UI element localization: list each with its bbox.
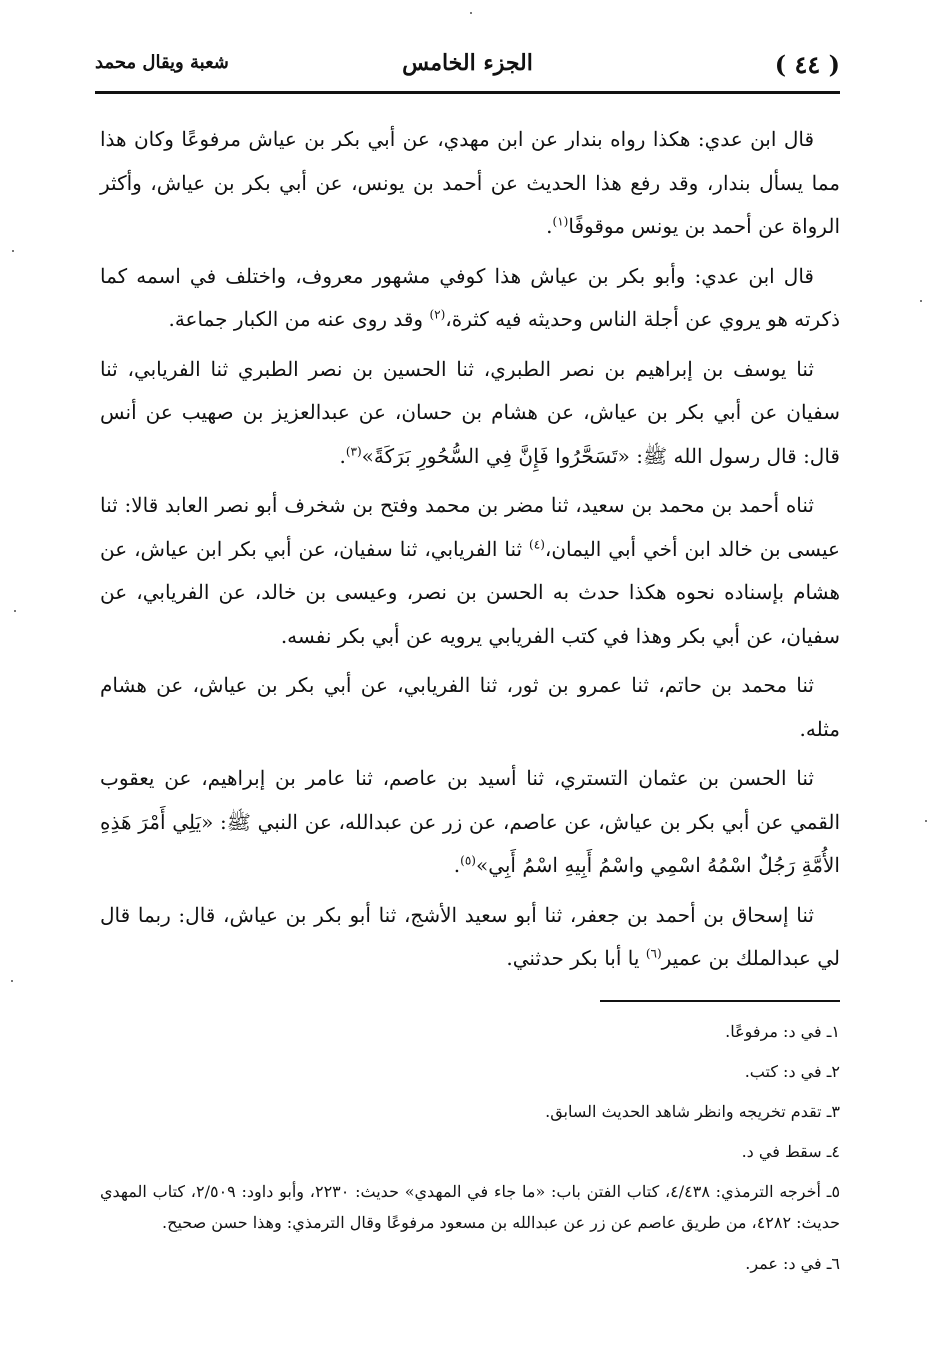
- paragraph-tail: ثنا الفريابي، ثنا سفيان، عن أبي بكر ابن عياش، عن هشام بإسناده نحوه هكذا حدث به الحسن بن نصر، وعيسى بن خالد، عن الفريابي، عن سفيان، عن أبي بكر وهذا في كتب الفريابي يرويه عن أبي بكر نفسه.: [100, 536, 840, 648]
- footnote: ١ـ في د: مرفوعًا.: [725, 1022, 840, 1041]
- footnote-separator: [600, 1000, 840, 1002]
- scan-speck: [925, 820, 927, 822]
- paragraph-tail: .: [453, 853, 461, 877]
- paragraph: [100, 757, 840, 888]
- paragraph: [100, 348, 840, 479]
- footnote-ref: (٥): [460, 853, 476, 868]
- page-number: ( ٤٤ ): [774, 50, 840, 79]
- paragraph-tail: يا أبا بكر حدثني.: [506, 946, 646, 970]
- footnote-ref: (٤): [529, 536, 545, 551]
- footnotes: [100, 1016, 840, 1288]
- scan-speck: [14, 610, 16, 612]
- footnote-ref: (٦): [645, 946, 662, 961]
- paragraph-text: ثنا الحسن بن عثمان التستري، ثنا أسيد بن عاصم، ثنا عامر بن إبراهيم، عن يعقوب القمي عن أبي بكر بن عياش، عن عاصم، عن زر عن عبدالله، عن النبي ﷺ: «يَلِي أَمْرَ هَذِهِ الأُمَّةِ رَجُلٌ اسْمُهُ اسْمِي واسْمُ أَبِيهِ اسْمُ أَبِي»: [100, 766, 840, 877]
- paragraph: [100, 664, 840, 751]
- page-header: [95, 44, 840, 88]
- footnote: ٤ـ سقط في د.: [741, 1142, 840, 1161]
- scan-speck: [470, 12, 472, 14]
- paragraph-tail: .: [339, 443, 346, 468]
- paragraph-tail: وقد روى عنه من الكبار جماعة.: [168, 307, 430, 331]
- footnote: ٥ـ أخرجه الترمذي: ٤/٤٣٨، كتاب الفتن باب: «ما جاء في المهدي» حديث: ٢٢٣٠، وأبو داود: ٢/٥٠٩، كتاب المهدي حديث: ٤٢٨٢، من طريق عاصم عن زر عن عبدالله بن مسعود مرفوعًا وقال الترمذي: وهذا حسن صحيح.: [100, 1182, 841, 1232]
- paragraph-text: ثناه أحمد بن محمد بن سعيد، ثنا مضر بن محمد وفتح بن شخرف أبو نصر العابد قالا: ثنا عيسى بن خالد ابن أخي أبي اليمان،: [100, 493, 840, 561]
- paragraph: [100, 118, 840, 249]
- running-title: شعبة ويقال محمد: [95, 52, 229, 73]
- paragraph-text: قال ابن عدي: هكذا رواه بندار عن ابن مهدي، عن أبي بكر بن عياش مرفوعًا وكان هذا مما يسأل بندار، وقد رفع هذا الحديث عن أحمد بن يونس، عن أبي بكر بن عياش، وأكثر الرواة عن أحمد بن يونس موقوفًا: [100, 127, 840, 238]
- paragraph: [100, 255, 840, 342]
- scan-speck: [11, 980, 13, 982]
- footnote: ٦ـ في د: عمر.: [745, 1254, 840, 1273]
- footnote: ٢ـ في د: كتب.: [744, 1062, 840, 1081]
- paragraph-text: ثنا إسحاق بن أحمد بن جعفر، ثنا أبو سعيد الأشج، ثنا أبو بكر بن عياش، قال: ربما قال لي عبدالملك بن عمير: [100, 902, 840, 970]
- footnote-ref: (١): [552, 214, 569, 229]
- paragraph-text: ثنا محمد بن حاتم، ثنا عمرو بن ثور، ثنا الفريابي، عن أبي بكر بن عياش، عن هشام مثله.: [100, 673, 840, 741]
- header-rule: [95, 91, 840, 94]
- main-text: [100, 118, 840, 987]
- footnote-ref: (٢): [429, 307, 446, 322]
- paragraph-text: ثنا يوسف بن إبراهيم بن نصر الطبري، ثنا الحسين بن نصر الطبري ثنا الفريابي، ثنا سفيان عن أبي بكر بن عياش، عن هشام بن حسان، عن عبدالعزيز بن صهيب عن أنس قال: قال رسول الله ﷺ: «تَسَحَّرُوا فَإِنَّ فِي السُّحُورِ بَرَكَةً»: [100, 356, 840, 468]
- paragraph: [100, 484, 840, 658]
- paragraph-tail: .: [546, 214, 553, 238]
- paragraph-text: قال ابن عدي: وأبو بكر بن عياش هذا كوفي مشهور معروف، واختلف في اسمه كما ذكرته هو يروي عن أجلة الناس وحديثه فيه كثرة،: [100, 263, 840, 331]
- footnote: ٣ـ تقدم تخريجه وانظر شاهد الحديث السابق.: [545, 1102, 840, 1121]
- footnote-ref: (٣): [345, 443, 362, 458]
- scan-speck: [12, 250, 14, 252]
- scan-speck: [920, 300, 922, 302]
- paragraph: [100, 894, 840, 981]
- part-title: الجزء الخامس: [402, 50, 533, 76]
